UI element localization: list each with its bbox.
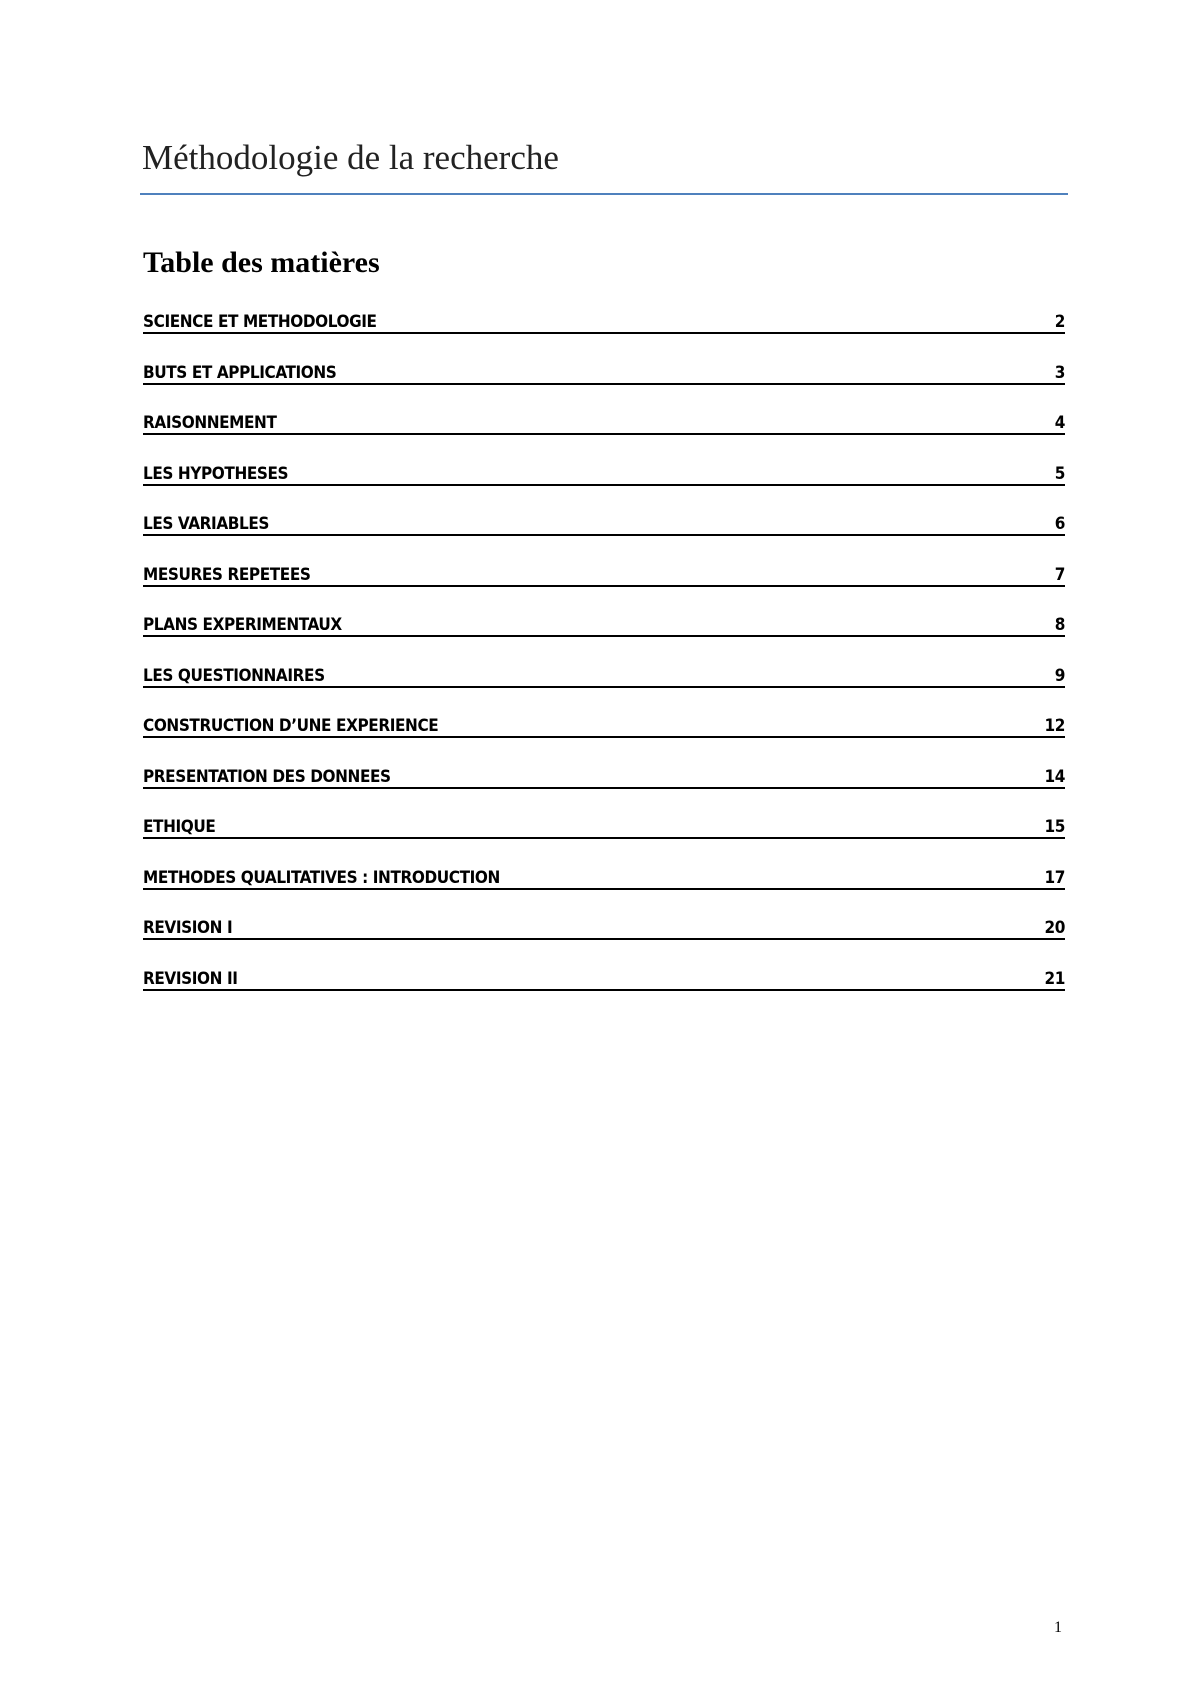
toc-entry[interactable] xyxy=(143,409,1065,460)
toc-entry-page: 2 xyxy=(1054,312,1065,332)
toc-entry-label: PLANS EXPERIMENTAUX xyxy=(143,615,342,635)
toc-heading: Table des matières xyxy=(143,246,380,279)
toc-entry-page: 20 xyxy=(1044,918,1065,938)
toc-entry-page: 3 xyxy=(1054,362,1065,383)
toc-entry-page: 5 xyxy=(1054,463,1065,484)
toc-entry-label: CONSTRUCTION D’UNE EXPERIENCE xyxy=(143,716,439,736)
toc-entry[interactable] xyxy=(143,763,1065,814)
toc-entry[interactable] xyxy=(143,712,1065,763)
toc-entry[interactable] xyxy=(143,662,1065,713)
toc-entry-page: 21 xyxy=(1044,968,1065,989)
toc-entry-label: REVISION I xyxy=(143,918,233,938)
toc-entry-page: 9 xyxy=(1054,665,1065,686)
toc-entry[interactable] xyxy=(143,813,1065,864)
toc-entry-page: 7 xyxy=(1054,564,1065,585)
toc-entry-page: 8 xyxy=(1054,615,1065,635)
page-number: 1 xyxy=(1054,1619,1062,1636)
title-underline xyxy=(140,193,1068,195)
toc-entry[interactable] xyxy=(143,510,1065,561)
toc-entry-label: REVISION II xyxy=(143,968,238,989)
toc-entry-label: LES HYPOTHESES xyxy=(143,463,289,484)
toc-entry[interactable] xyxy=(143,914,1065,965)
toc-entry-label: METHODES QUALITATIVES : INTRODUCTION xyxy=(143,867,500,888)
toc-entry-label: MESURES REPETEES xyxy=(143,564,311,585)
toc-entry[interactable] xyxy=(143,965,1065,1016)
toc-entry[interactable] xyxy=(143,308,1065,359)
toc-entry-label: RAISONNEMENT xyxy=(143,413,277,433)
toc-entry-label: LES VARIABLES xyxy=(143,514,270,534)
toc-entry-page: 12 xyxy=(1044,716,1065,736)
toc-entry[interactable] xyxy=(143,359,1065,410)
toc-entry-page: 15 xyxy=(1044,817,1065,837)
toc-entry-page: 17 xyxy=(1044,867,1065,888)
toc-entry-label: BUTS ET APPLICATIONS xyxy=(143,362,337,383)
toc-entry-page: 4 xyxy=(1054,413,1065,433)
toc-entry-label: SCIENCE ET METHODOLOGIE xyxy=(143,312,377,332)
document-title: Méthodologie de la recherche xyxy=(142,138,559,177)
toc-entry-label: ETHIQUE xyxy=(143,817,216,837)
table-of-contents xyxy=(143,308,1065,1015)
toc-entry-page: 6 xyxy=(1054,514,1065,534)
toc-entry-label: PRESENTATION DES DONNEES xyxy=(143,766,391,787)
toc-entry-label: LES QUESTIONNAIRES xyxy=(143,665,325,686)
toc-entry[interactable] xyxy=(143,864,1065,915)
toc-entry-page: 14 xyxy=(1044,766,1065,787)
toc-entry[interactable] xyxy=(143,611,1065,662)
toc-entry[interactable] xyxy=(143,561,1065,612)
toc-entry[interactable] xyxy=(143,460,1065,511)
